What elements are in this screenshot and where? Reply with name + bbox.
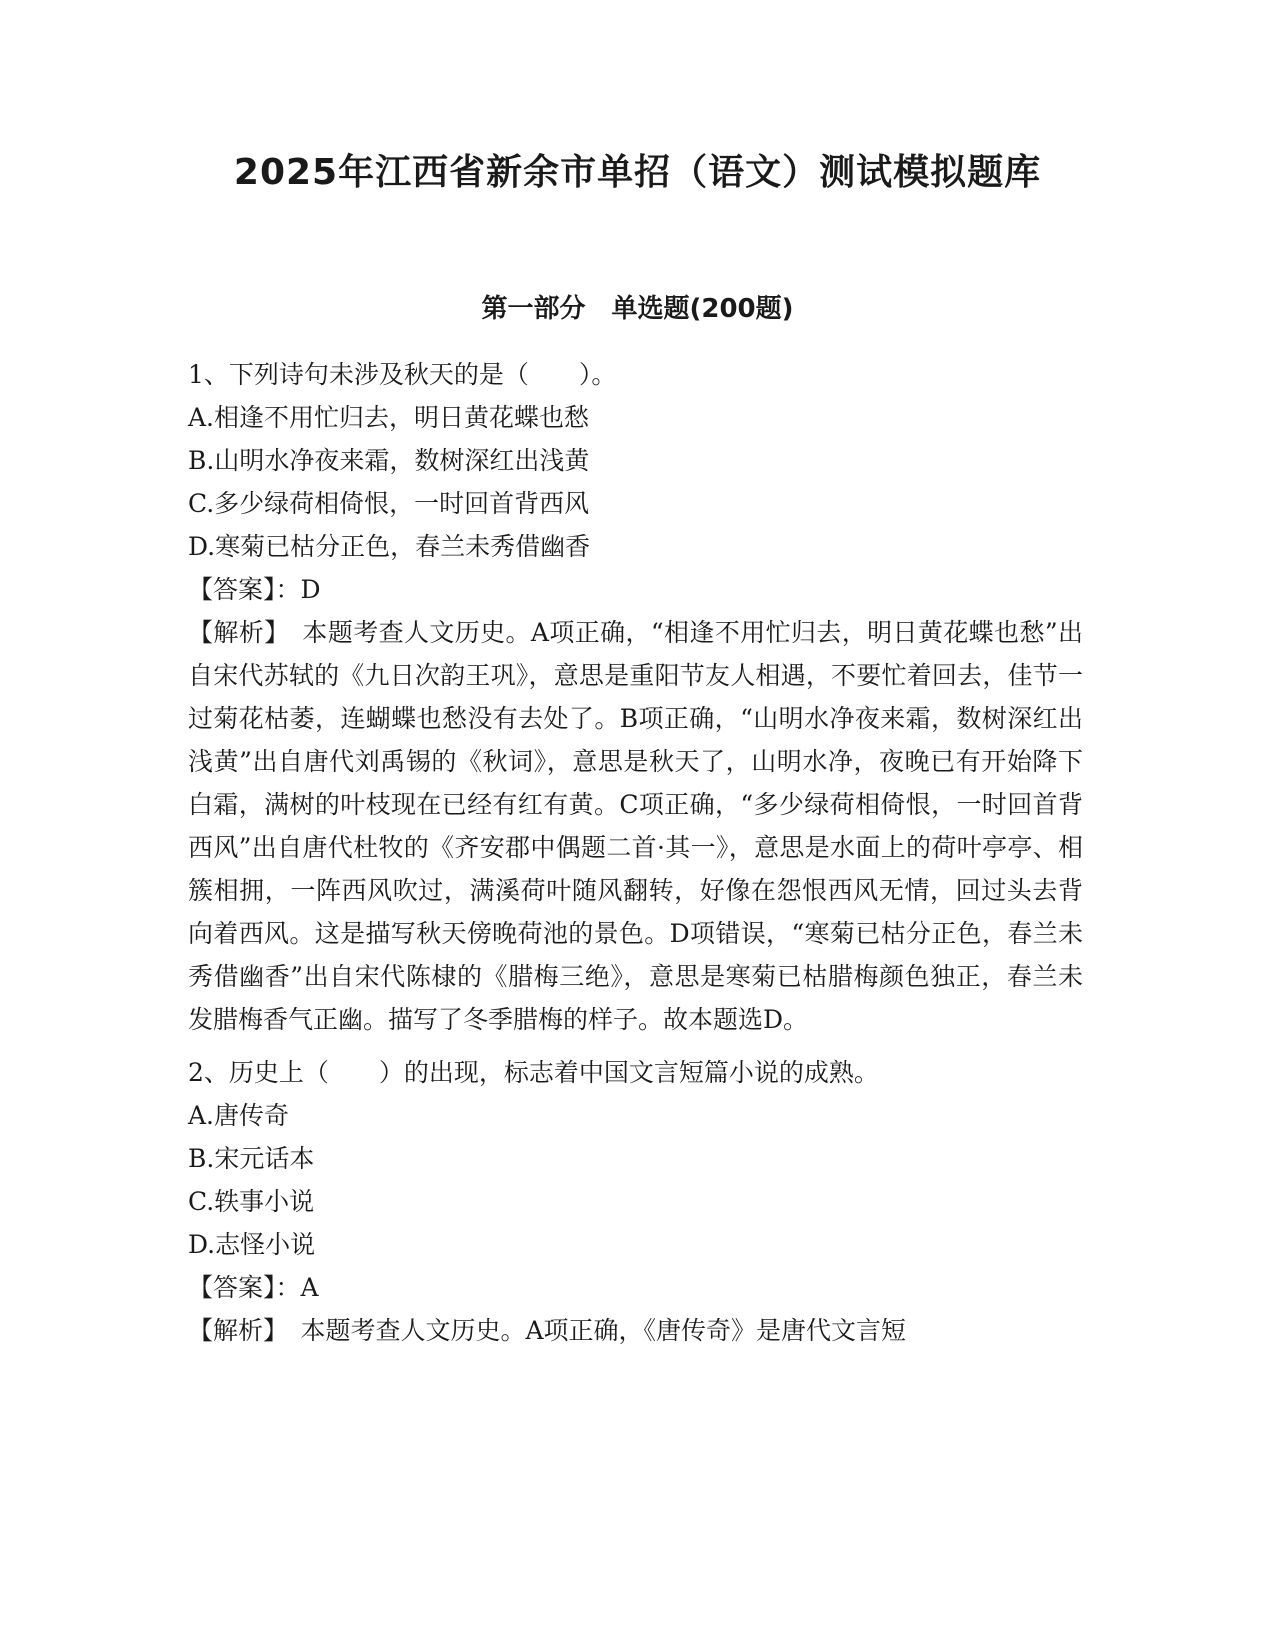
document-title: 2025年江西省新余市单招（语文）测试模拟题库 (233, 152, 1042, 193)
option-b: B.山明水净夜来霜，数树深红出浅黄 (188, 446, 590, 475)
question-list (188, 353, 1083, 1352)
question-1 (188, 353, 1083, 1041)
question-stem: 2、历史上（ ）的出现，标志着中国文言短篇小说的成熟。 (188, 1058, 879, 1087)
answer-line: 【答案】：A (188, 1273, 319, 1302)
explanation-paragraph: 【解析】 本题考查人文历史。A项正确，“相逢不用忙归去，明日黄花蝶也愁”出自宋代苏轼的《九日次韵王巩》，意思是重阳节友人相遇，不要忙着回去，佳节一过菊花枯萎，连蝴蝶也愁没有去处了。B项正确，“山明水净夜来霜，数树深红出浅黄”出自唐代刘禹锡的《秋词》，意思是秋天了，山明水净，夜晚已有开始降下白霜，满树的叶枝现在已经有红有黄。C项正确，“多少绿荷相倚恨，一时回首背西风”出自唐代杜牧的《齐安郡中偶题二首·其一》，意思是水面上的荷叶亭亭、相簇相拥，一阵西风吹过，满溪荷叶随风翻转，好像在怨恨西风无情，回过头去背向着西风。这是描写秋天傍晚荷池的景色。D项错误，“寒菊已枯分正色，春兰未秀借幽香”出自宋代陈棣的《腊梅三绝》，意思是寒菊已枯腊梅颜色独正，春兰未发腊梅香气正幽。描写了冬季腊梅的样子。故本题选D。 (188, 618, 1083, 1034)
option-a: A.唐传奇 (188, 1101, 290, 1130)
section-title: 第一部分 单选题(200题) (481, 294, 794, 324)
question-stem: 1、下列诗句未涉及秋天的是（ ）。 (188, 360, 617, 389)
option-c: C.多少绿荷相倚恨，一时回首背西风 (188, 489, 590, 518)
option-a: A.相逢不用忙归去，明日黄花蝶也愁 (188, 403, 590, 432)
answer-line: 【答案】：D (188, 575, 321, 604)
option-c: C.轶事小说 (188, 1187, 315, 1216)
explanation-paragraph: 【解析】 本题考查人文历史。A项正确，《唐传奇》是唐代文言短 (188, 1316, 907, 1345)
option-d: D.寒菊已枯分正色，春兰未秀借幽香 (188, 532, 591, 561)
option-b: B.宋元话本 (188, 1144, 315, 1173)
question-2 (188, 1051, 1083, 1352)
option-d: D.志怪小说 (188, 1230, 316, 1259)
